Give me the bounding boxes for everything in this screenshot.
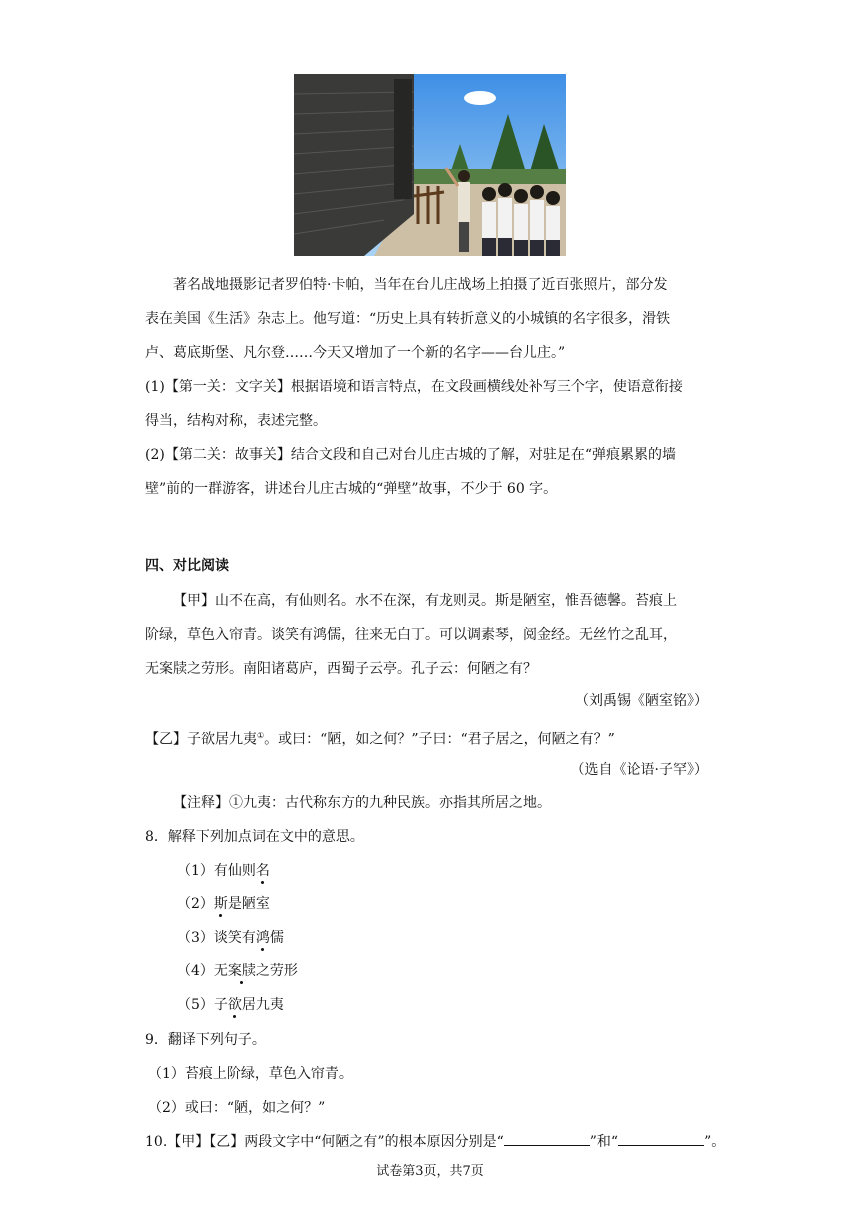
yi-source: （选自《论语·子罕》）	[570, 762, 708, 778]
section-title: 四、对比阅读	[145, 558, 229, 574]
page-footer: 试卷第3页，共7页	[376, 1164, 484, 1179]
jia-source: （刘禹锡《陋室铭》）	[575, 693, 708, 709]
yi-text	[145, 726, 615, 750]
dotted-word: 案牍	[227, 963, 256, 979]
item-text: 之劳形	[255, 963, 298, 979]
annotation-note: 【注释】①九夷：古代称东方的九种民族。亦指其所居之地。	[173, 795, 551, 811]
dotted-word: 斯	[213, 896, 228, 912]
dotted-word: 名	[255, 863, 270, 879]
question-part2-line-1: (2)【第二关：故事关】结合文段和自己对台儿庄古城的了解，对驻足在“弹痕累累的墙	[145, 447, 676, 463]
yi-text-a: 【乙】子欲居九夷	[145, 731, 257, 748]
answer-blank-1[interactable]	[504, 1133, 590, 1146]
jia-line-2: 阶绿，草色入帘青。谈笑有鸿儒，往来无白丁。可以调素琴，阅金经。无丝竹之乱耳，	[145, 627, 677, 643]
jia-line-3: 无案牍之劳形。南阳诸葛庐，西蜀子云亭。孔子云：何陋之有？	[145, 661, 537, 677]
question-8-item	[177, 861, 270, 881]
question-8-item	[177, 928, 284, 948]
question-9-stem: 9．翻译下列句子。	[145, 1032, 266, 1048]
item-text: （3）谈笑有	[177, 930, 256, 946]
item-text: （1）有仙则	[177, 863, 256, 879]
item-text: （2）	[177, 896, 214, 912]
question-part1-line-2: 得当，结构对称，表述完整。	[145, 413, 327, 429]
footnote-marker: ①	[257, 731, 265, 740]
passage-line-3: 卢、葛底斯堡、凡尔登……今天又增加了一个新的名字——台儿庄。”	[145, 345, 566, 361]
item-text: 居九夷	[241, 997, 284, 1013]
dotted-word: 鸿	[255, 930, 270, 946]
item-text: 是陋室	[227, 896, 270, 912]
question-9-item: （1）苔痕上阶绿，草色入帘青。	[148, 1066, 353, 1082]
yi-text-b: 。或曰：“陋，如之何？”子曰：“君子居之，何陋之有？”	[264, 731, 615, 748]
question-8-stem: 8．解释下列加点词在文中的意思。	[145, 829, 364, 845]
photo-taierzhuang-wall	[294, 74, 566, 256]
dotted-word: 欲	[227, 997, 242, 1013]
question-9-item: （2）或曰：“陋，如之何？”	[148, 1100, 326, 1116]
passage-line-2: 表在美国《生活》杂志上。他写道：“历史上具有转折意义的小城镇的名字很多，滑铁	[145, 311, 671, 327]
jia-line-1: 【甲】山不在高，有仙则名。水不在深，有龙则灵。斯是陋室，惟吾德馨。苔痕上	[173, 593, 677, 609]
passage-line-1: 著名战地摄影记者罗伯特·卡帕，当年在台儿庄战场上拍摄了近百张照片，部分发	[173, 277, 668, 293]
question-10-mid: ”和“	[589, 1134, 619, 1150]
item-text: 儒	[269, 930, 284, 946]
question-part2-line-2: 壁”前的一群游客，讲述台儿庄古城的“弹壁”故事，不少于 60 字。	[145, 481, 558, 497]
question-part1-line-1: (1)【第一关：文字关】根据语境和语言特点，在文段画横线处补写三个字，使语意衔接	[145, 379, 683, 395]
question-10	[145, 1132, 725, 1152]
question-8-item	[177, 894, 270, 914]
item-text: （5）子	[177, 997, 228, 1013]
question-10-prefix: 10.【甲】【乙】两段文字中“何陋之有”的根本原因分别是“	[145, 1134, 504, 1150]
question-8-item	[177, 961, 298, 981]
answer-blank-2[interactable]	[618, 1133, 704, 1146]
question-10-suffix: ”。	[704, 1134, 726, 1150]
question-8-item	[177, 995, 284, 1015]
item-text: （4）无	[177, 963, 228, 979]
photo-illustration	[294, 74, 566, 256]
